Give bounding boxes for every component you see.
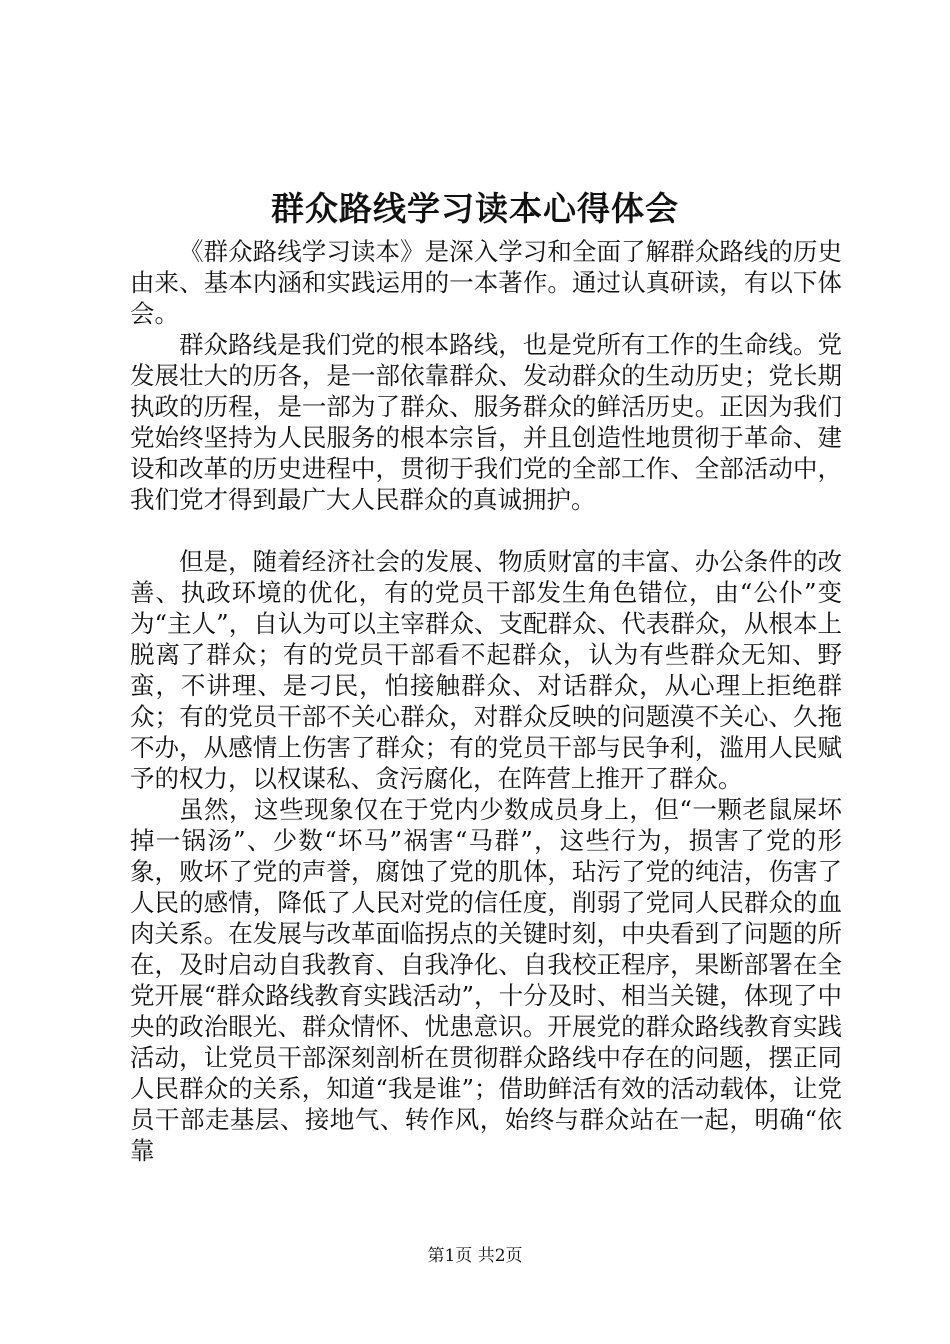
paragraph-2: 群众路线是我们党的根本路线，也是党所有工作的生命线。党发展壮大的历各，是一部依靠群众、发动群众的生动历史；党长期执政的历程，是一部为了群众、服务群众的鲜活历史。正因为我们党始终坚持为人民服务的根本宗旨，并且创造性地贯彻于革命、建设和改革的历史进程中，贯彻于我们党的全部工作、全部活动中，我们党才得到最广大人民群众的真诚拥护。	[130, 330, 842, 514]
paragraph-3: 但是，随着经济社会的发展、物质财富的丰富、办公条件的改善、执政环境的优化，有的党员干部发生角色错位，由“公仆”变为“主人”，自认为可以主宰群众、支配群众、代表群众，从根本上脱离了群众；有的党员干部看不起群众，认为有些群众无知、野蛮，不讲理、是刁民，怕接触群众、对话群众，从心理上拒绝群众；有的党员干部不关心群众，对群众反映的问题漠不关心、久拖不办，从感情上伤害了群众；有的党员干部与民争利，滥用人民赋予的权力，以权谋私、贪污腐化，在阵营上推开了群众。	[130, 547, 842, 793]
paragraph-1: 《群众路线学习读本》是深入学习和全面了解群众路线的历史由来、基本内涵和实践运用的一本著作。通过认真研读，有以下体会。	[130, 237, 842, 328]
page-footer: 第1页 共2页	[427, 1246, 523, 1266]
document-title: 群众路线学习读本心得体会	[271, 189, 679, 228]
document-body	[130, 236, 842, 1166]
paragraph-spacer	[130, 515, 842, 546]
paragraph-4: 虽然，这些现象仅在于党内少数成员身上，但“一颗老鼠屎坏掉一锅汤”、少数“坏马”祸害“马群”，这些行为，损害了党的形象，败坏了党的声誉，腐蚀了党的肌体，玷污了党的纯洁，伤害了人民的感情，降低了人民对党的信任度，削弱了党同人民群众的血肉关系。在发展与改革面临拐点的关键时刻，中央看到了问题的所在，及时启动自我教育、自我净化、自我校正程序，果断部署在全党开展“群众路线教育实践活动”，十分及时、相当关键，体现了中央的政治眼光、群众情怀、忧患意识。开展党的群众路线教育实践活动，让党员干部深刻剖析在贯彻群众路线中存在的问题，摆正同人民群众的关系，知道“我是谁”；借助鲜活有效的活动载体，让党员干部走基层、接地气、转作风，始终与群众站在一起，明确“依靠	[130, 795, 842, 1165]
